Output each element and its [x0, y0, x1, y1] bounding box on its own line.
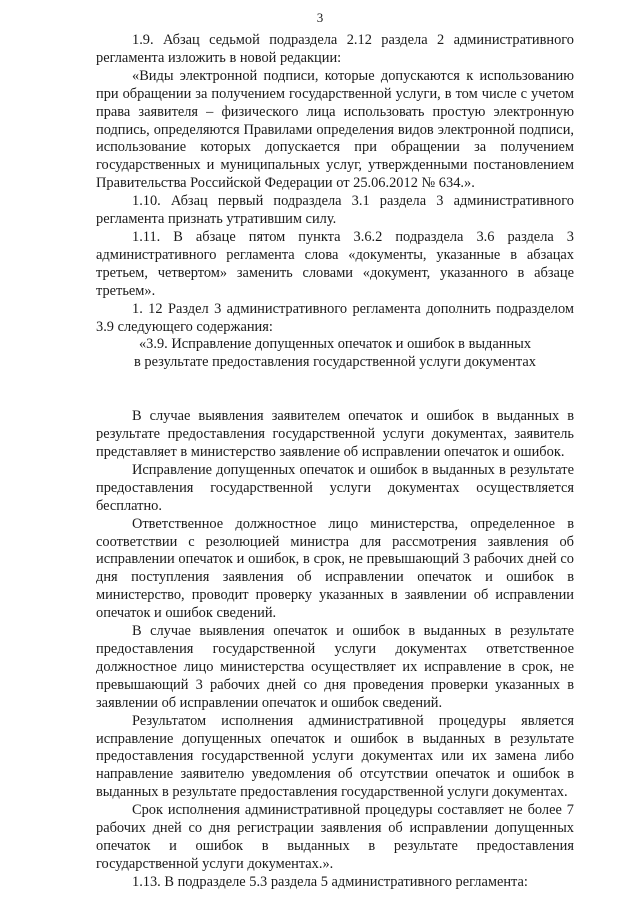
paragraph-3-9-4: В случае выявления опечаток и ошибок в выданных в результате предоставления государственной услуги документах ответственное должностное лицо министерства осуществляет их исправление в срок, не превышающий 3 рабочих дней со дня проведения проверки указанных в заявлении об исправлении опечаток и ошибок сведений. — [96, 623, 574, 711]
paragraph-3-9-2: Исправление допущенных опечаток и ошибок в выданных в результате предоставления государственной услуги документах осуществляется бесплатно. — [96, 461, 574, 514]
paragraph-1-9: 1.9. Абзац седьмой подраздела 2.12 раздела 2 административного регламента изложить в новой редакции: — [96, 32, 574, 66]
subsection-heading-line-2: в результате предоставления государственной услуги документах — [134, 354, 536, 371]
paragraph-1-12: 1. 12 Раздел 3 административного регламента дополнить подразделом 3.9 следующего содержания: — [96, 300, 574, 335]
paragraph-1-9-quote: «Виды электронной подписи, которые допускаются к использованию при обращении за получением государственной услуги, в том числе с учетом права заявителя – физического лица использовать простую электронную подпись, определяются Правилами определения видов электронной подписи, использование которых допускается при обращении за получением государственных и муниципальных услуг, утвержденными постановлением Правительства Российской Федерации от 25.06.2012 № 634.». — [96, 67, 574, 192]
paragraph-3-9-6: Срок исполнения административной процедуры составляет не более 7 рабочих дней со дня регистрации заявления об исправлении допущенных опечаток и ошибок в выданных в результате предоставления государственной услуги документах.». — [96, 802, 574, 872]
section-spacer — [96, 372, 574, 408]
page-number: 3 — [316, 10, 324, 25]
subsection-heading-3-9 — [96, 336, 574, 372]
document-body — [96, 32, 574, 892]
paragraph-3-9-5: Результатом исполнения административной процедуры является исправление допущенных опечаток и ошибок в выданных в результате предоставления государственной услуги документах или их замена либо направление заявителю уведомления об отсутствии опечаток и ошибок в выданных в результате предоставления государственной услуги документах. — [96, 712, 574, 801]
paragraph-1-11: 1.11. В абзаце пятом пункта 3.6.2 подраздела 3.6 раздела 3 административного регламента слова «документы, указанные в абзацах третьем, четвертом» заменить словами «документ, указанного в абзаце третьем». — [96, 228, 574, 299]
paragraph-1-13: 1.13. В подразделе 5.3 раздела 5 административного регламента: — [132, 873, 528, 890]
paragraph-3-9-3: Ответственное должностное лицо министерства, определенное в соответствии с резолюцией министра для рассмотрения заявления об исправлении опечаток и ошибок, в срок, не превышающий 3 рабочих дней со дня поступления заявления об исправлении опечаток и ошибок в министерство, проводит проверку указанных в заявлении об исправлении опечаток и ошибок сведений. — [96, 515, 574, 622]
subsection-heading-line-1: «3.9. Исправление допущенных опечаток и ошибок в выданных — [138, 336, 532, 353]
paragraph-1-10: 1.10. Абзац первый подраздела 3.1 раздела 3 административного регламента признать утратившим силу. — [96, 193, 574, 228]
paragraph-3-9-1: В случае выявления заявителем опечаток и ошибок в выданных в результате предоставления государственной услуги документах, заявитель представляет в министерство заявление об исправлении опечаток и ошибок. — [96, 408, 574, 461]
